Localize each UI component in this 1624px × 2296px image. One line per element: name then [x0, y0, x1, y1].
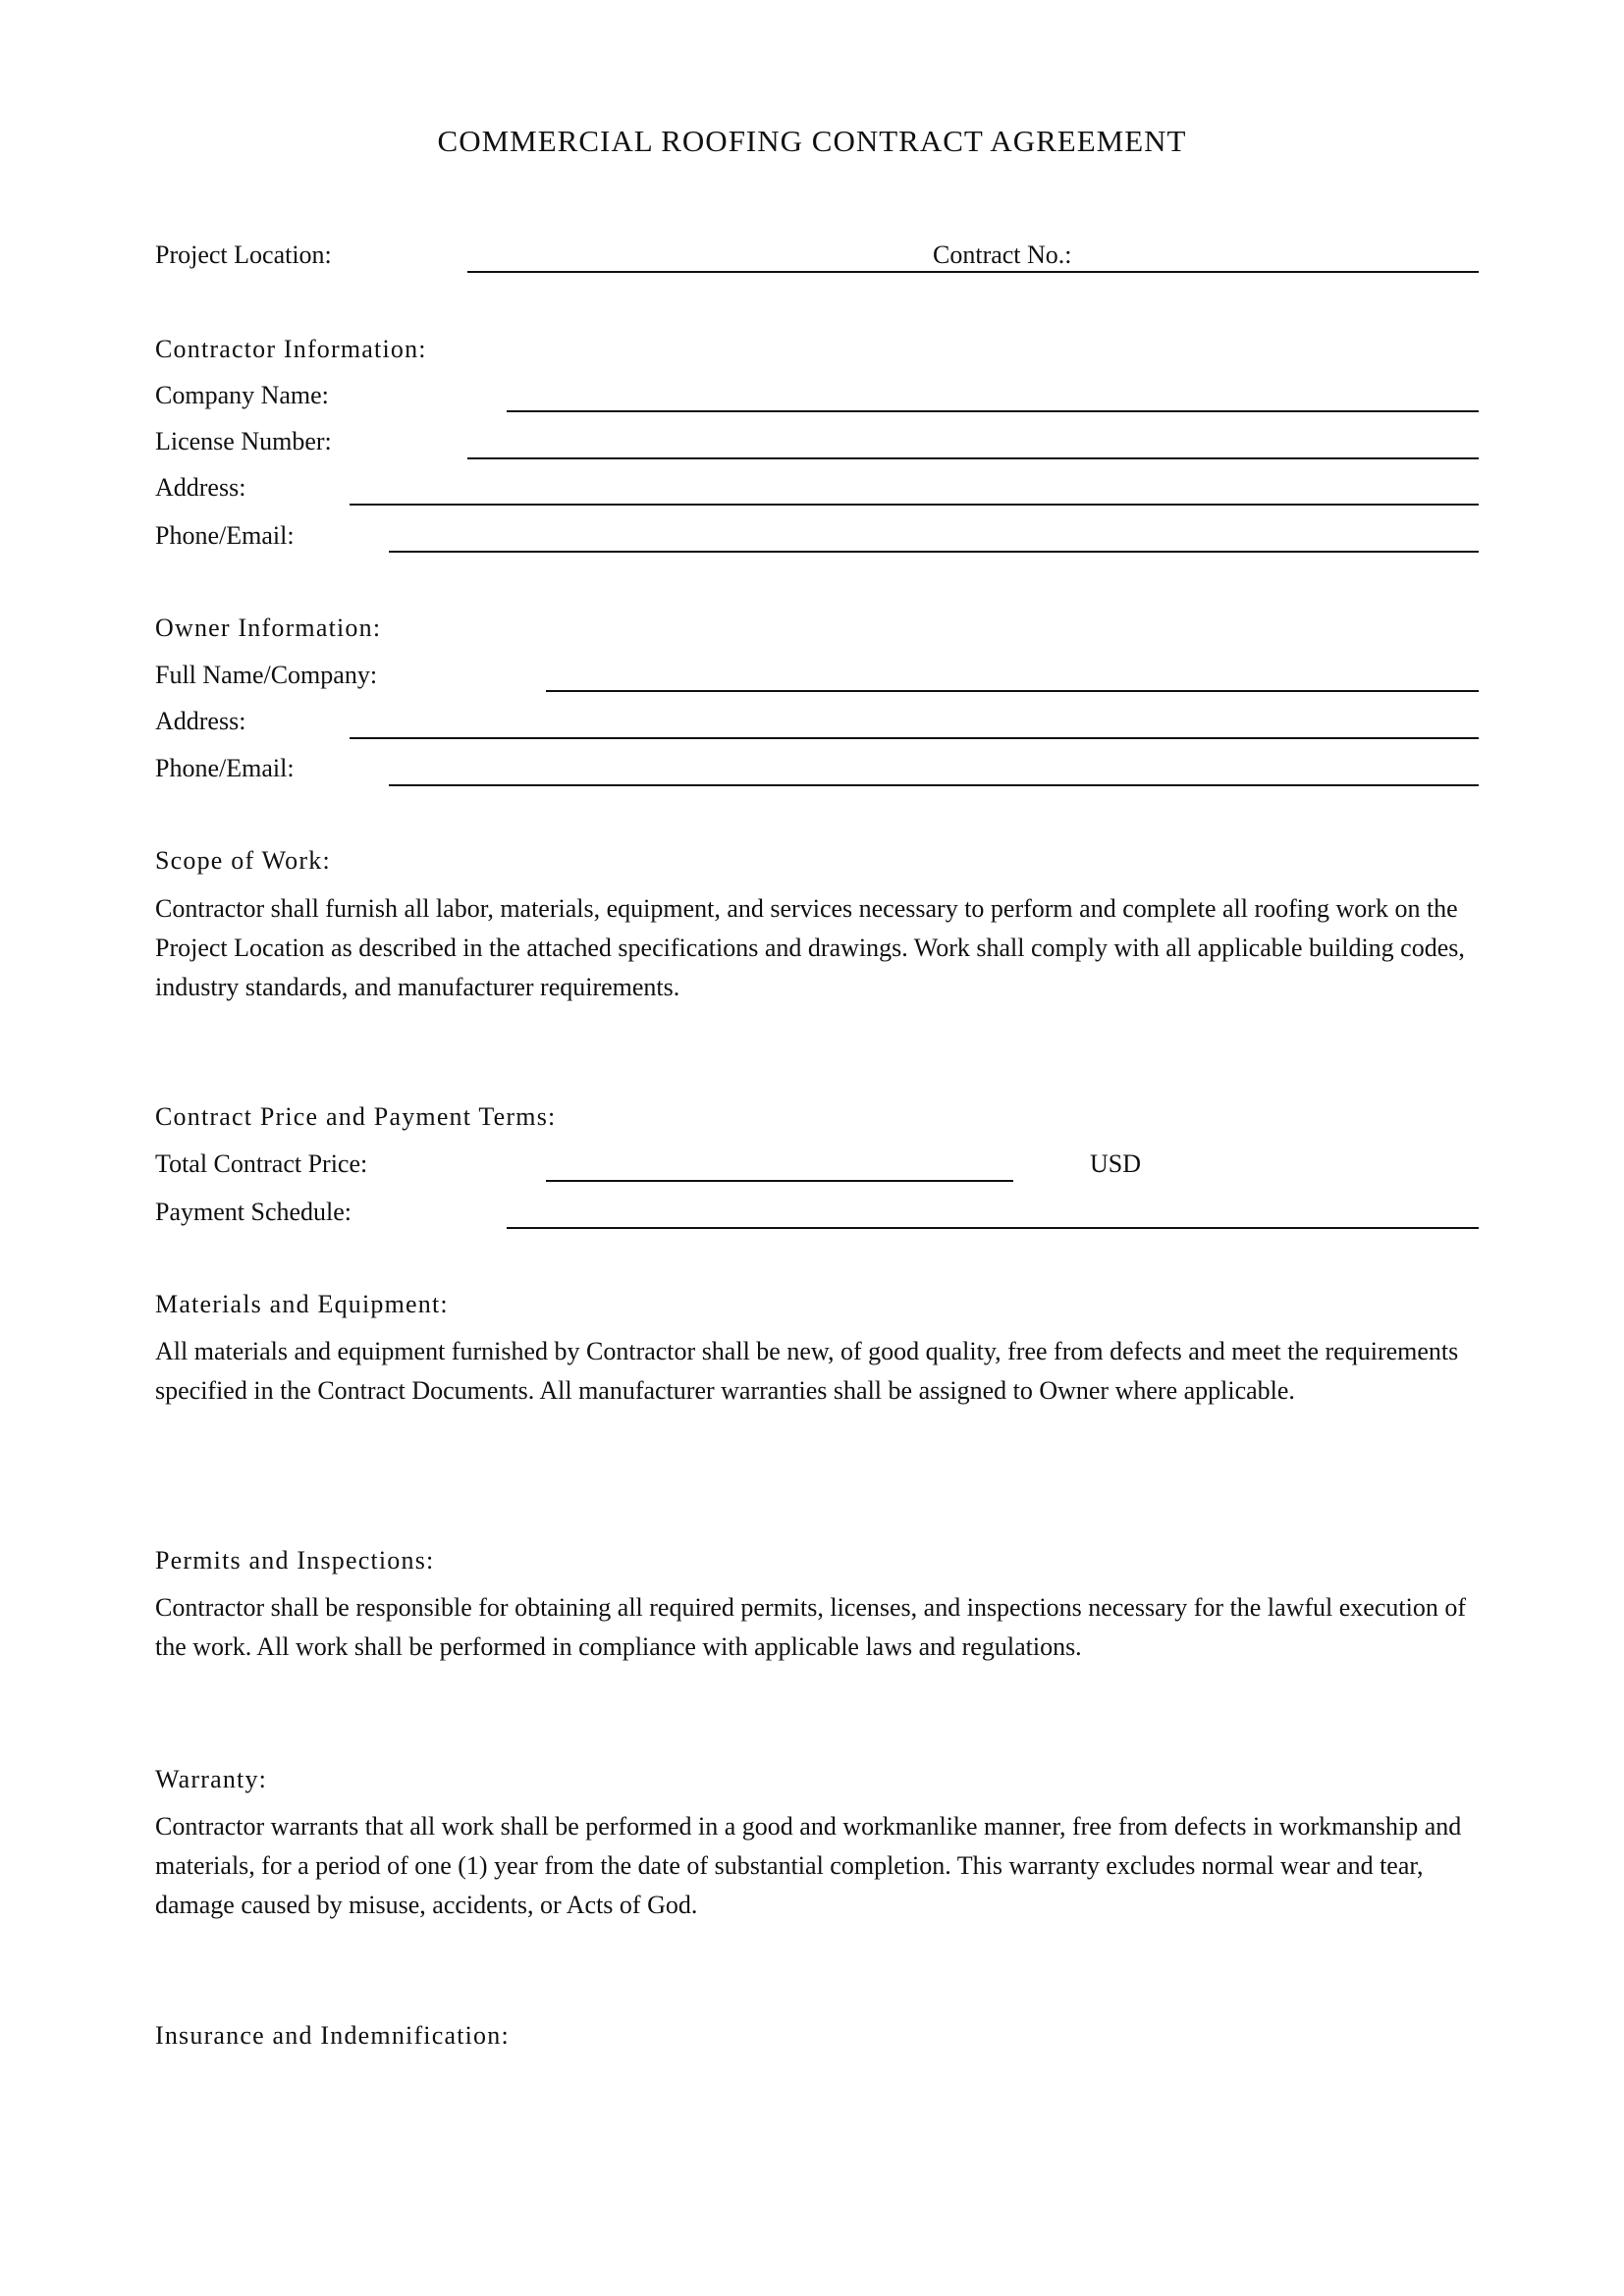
currency-label: USD [1090, 1149, 1142, 1178]
contract-no-label: Contract No.: [933, 240, 1072, 269]
scope-of-work-heading: Scope of Work: [155, 846, 331, 875]
payment-schedule-field[interactable] [507, 1227, 1479, 1229]
owner-phone-email-field[interactable] [389, 784, 1479, 786]
payment-terms-heading: Contract Price and Payment Terms: [155, 1102, 557, 1131]
warranty-heading: Warranty: [155, 1765, 268, 1793]
owner-name-label: Full Name/Company: [155, 661, 378, 689]
scope-of-work-text: Contractor shall furnish all labor, materials, equipment, and services necessary to perform and complete all roofing work on the Project Location as described in the attached specifications and drawings. Work shall comply with all applicable building codes, industry standards, and manufacturer requirements. [155, 894, 1465, 1001]
permits-heading: Permits and Inspections: [155, 1546, 435, 1575]
insurance-heading: Insurance and Indemnification: [155, 2021, 510, 2050]
contractor-phone-email-label: Phone/Email: [155, 521, 295, 550]
contractor-company-name-field[interactable] [507, 410, 1479, 412]
contractor-phone-email-field[interactable] [389, 551, 1479, 553]
contractor-company-name-label: Company Name: [155, 381, 329, 409]
contractor-info-heading: Contractor Information: [155, 335, 427, 363]
project-location-label: Project Location: [155, 240, 332, 269]
owner-name-field[interactable] [546, 690, 1479, 692]
contractor-address-field[interactable] [350, 504, 1479, 506]
total-contract-price-label: Total Contract Price: [155, 1149, 368, 1178]
permits-text: Contractor shall be responsible for obtaining all required permits, licenses, and inspections necessary for the lawful execution of the work. All work shall be performed in compliance with applicable laws and regulations. [155, 1593, 1466, 1661]
materials-heading: Materials and Equipment: [155, 1290, 449, 1318]
warranty-text: Contractor warrants that all work shall be performed in a good and workmanlike manner, free from defects in workmanship and materials, for a period of one (1) year from the date of substantial completion. This warranty excludes normal wear and tear, damage caused by misuse, accidents, or Acts of God. [155, 1812, 1462, 1919]
project-location-field[interactable] [467, 271, 1479, 273]
owner-info-heading: Owner Information: [155, 614, 382, 642]
contractor-address-label: Address: [155, 473, 246, 502]
owner-phone-email-label: Phone/Email: [155, 754, 295, 782]
payment-schedule-label: Payment Schedule: [155, 1198, 352, 1226]
materials-text: All materials and equipment furnished by Contractor shall be new, of good quality, free from defects and meet the requirements specified in the Contract Documents. All manufacturer warranties shall be assigned to Owner where applicable. [155, 1337, 1459, 1405]
total-contract-price-field[interactable] [546, 1180, 1013, 1182]
owner-address-label: Address: [155, 707, 246, 735]
contractor-license-field[interactable] [467, 457, 1479, 459]
document-title: COMMERCIAL ROOFING CONTRACT AGREEMENT [437, 124, 1187, 158]
owner-address-field[interactable] [350, 737, 1479, 739]
contractor-license-label: License Number: [155, 427, 332, 455]
